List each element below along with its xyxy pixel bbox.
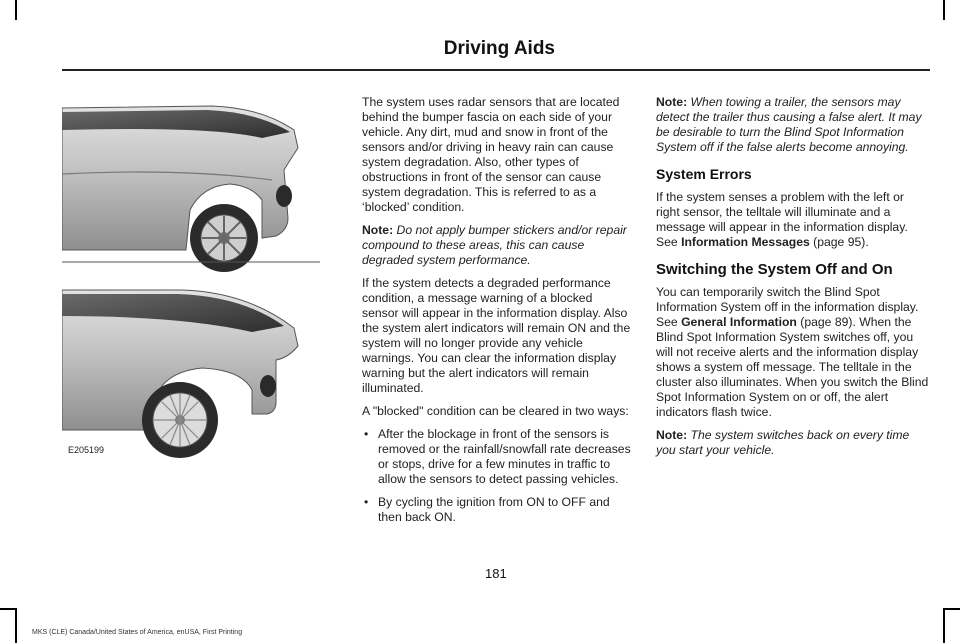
page-title: Driving Aids — [443, 38, 555, 59]
crop-mark-top-right — [943, 0, 945, 20]
note-text: The system switches back on every time you start your vehicle. — [656, 428, 910, 457]
note — [656, 428, 930, 458]
suv-rear-quarter — [62, 106, 320, 272]
figure-id: E205199 — [68, 445, 105, 455]
note-text: Do not apply bumper stickers and/or repair compound to these areas, this can cause degraded system performance. — [362, 223, 627, 267]
note — [656, 95, 930, 155]
crop-mark-bottom-right-h — [943, 608, 960, 610]
sensor-location-marker — [276, 185, 292, 207]
note-label: Note: — [656, 428, 688, 442]
paragraph: A "blocked" condition can be cleared in two ways: — [362, 404, 629, 418]
footer-text: MKS (CLE) Canada/United States of America, enUSA, First Printing — [32, 629, 243, 636]
section-heading: System Errors — [656, 166, 752, 182]
paragraph: If the system detects a degraded performance condition, a message warning of a blocked sensor will appear in the information display. Also the system alert indicators will remain ON and the system will no longer provide any vehicle warnings. You can clear the information display warning but the alert indicators will remain illuminated. — [362, 276, 631, 395]
paragraph: The system uses radar sensors that are located behind the bumper fascia on each side of your vehicle. Any dirt, mud and snow in front of the sensors and/or driving in heavy rain can cause system degradation. Also, other types of obstructions in front of the sensor can cause system degradation. This is referred to as a ‘blocked’ condition. — [362, 95, 620, 214]
crop-mark-top-left — [15, 0, 17, 20]
middle-column — [362, 95, 632, 533]
page-reference: (page 95). — [809, 235, 869, 249]
paragraph-text: (page 89). When the Blind Spot Information System switches off, you will not receive alerts and the information display shows a system off message. The telltale in the cluster also illuminates. When you switch the Blind Spot Information System on or off, the alert indicators flash twice. — [656, 315, 929, 419]
cross-reference-link[interactable]: General Information — [681, 315, 797, 329]
cross-reference-link[interactable]: Information Messages — [681, 235, 810, 249]
crop-mark-bottom-right-v — [943, 608, 945, 643]
bullet-list — [362, 427, 632, 525]
sensor-location-marker-lower — [260, 375, 276, 397]
list-item: • After the blockage in front of the sensors is removed or the rainfall/snowfall rate decreases or stops, drive for a few minutes in traffic to allow the sensors to detect passing vehicles. — [362, 427, 632, 487]
note-label: Note: — [362, 223, 394, 237]
paragraph — [656, 285, 930, 420]
section-heading: Switching the System Off and On — [656, 261, 893, 278]
paragraph-text: You can temporarily switch the Blind Spot Information System off in the information display. See — [656, 285, 919, 329]
paragraph — [656, 190, 930, 250]
crop-mark-bottom-left-v — [15, 608, 17, 643]
right-column — [656, 95, 930, 466]
header-rule — [62, 69, 930, 71]
list-item: • By cycling the ignition from ON to OFF and then back ON. — [362, 495, 632, 525]
vehicle-illustration — [62, 90, 322, 470]
rear-sensor-figure — [62, 90, 322, 470]
note-text: When towing a trailer, the sensors may detect the trailer thus causing a false alert. It may be desirable to turn the Blind Spot Information System off if the false alerts become annoying. — [656, 95, 922, 154]
page-number: 181 — [485, 566, 507, 581]
sedan-rear-quarter — [62, 290, 298, 458]
note — [362, 223, 632, 268]
paragraph-text: If the system senses a problem with the left or right sensor, the telltale will illuminate and a message will appear in the information display. See — [656, 190, 908, 249]
crop-mark-bottom-left-h — [0, 608, 17, 610]
note-label: Note: — [656, 95, 688, 109]
